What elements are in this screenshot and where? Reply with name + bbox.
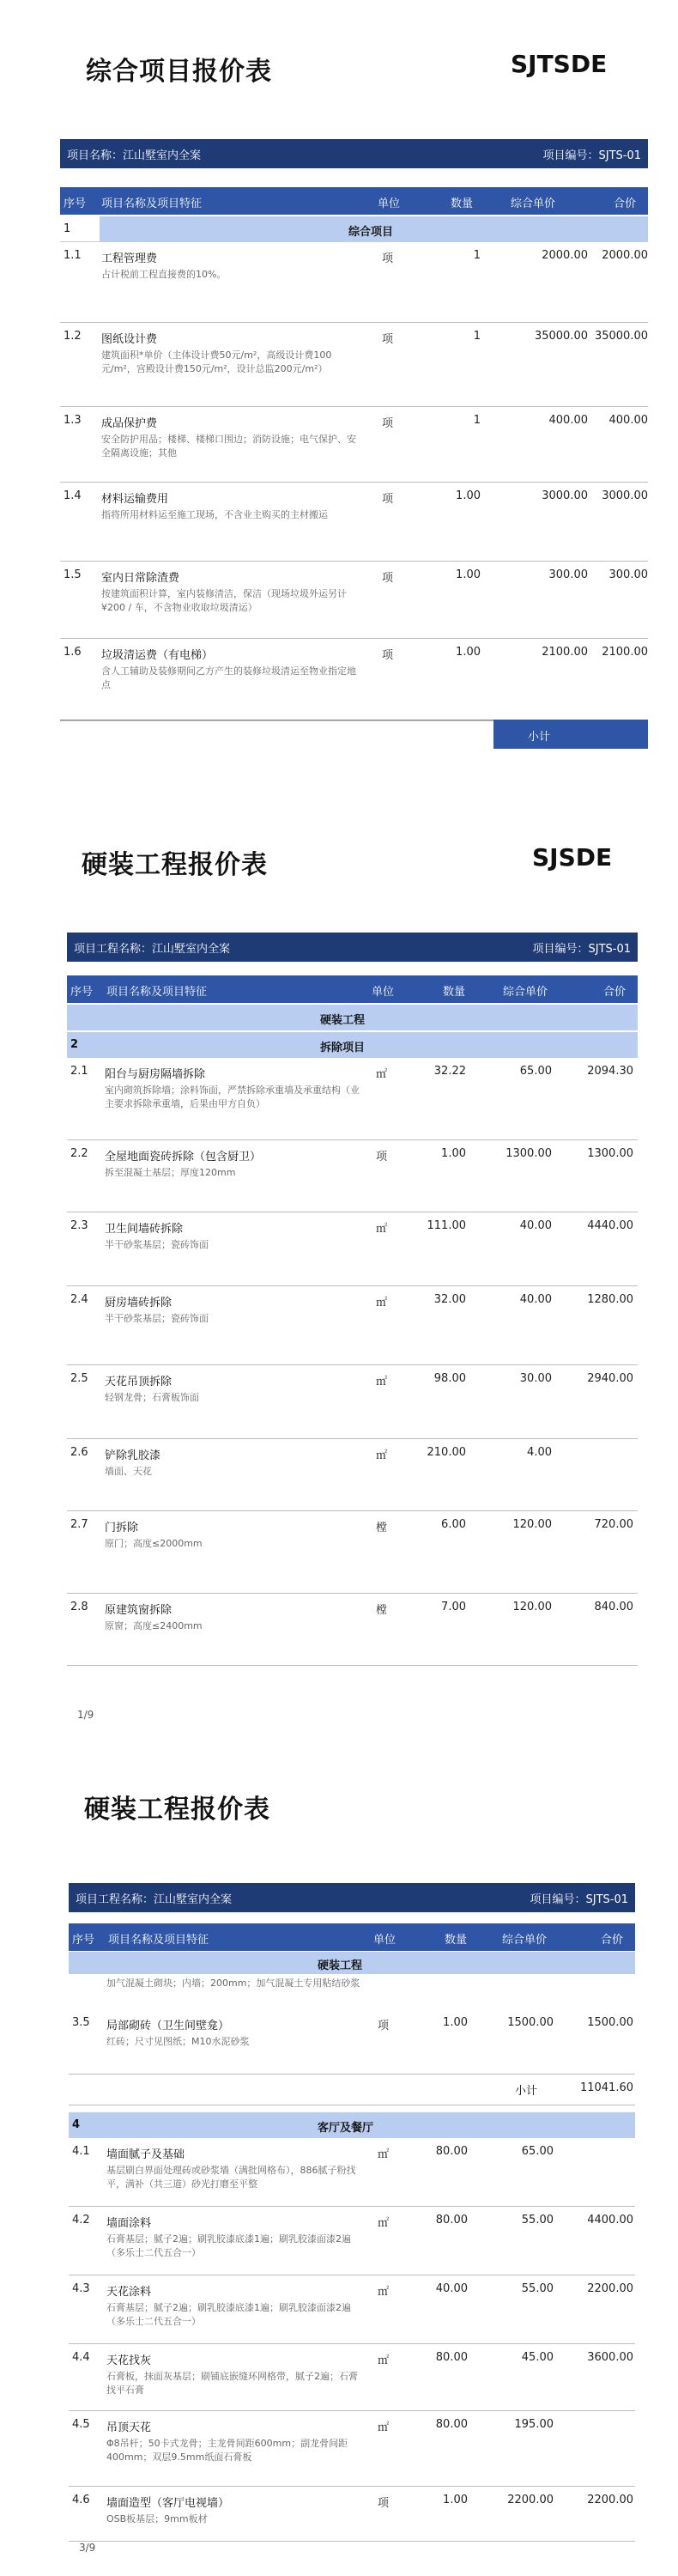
item-desc: 原门；高度≤2000mm xyxy=(105,1538,203,1549)
item-qty: 1.00 xyxy=(441,1147,466,1160)
item-name: 门拆除 xyxy=(105,1522,139,1534)
table-row xyxy=(69,2138,635,2207)
row-number: 2.1 xyxy=(70,1065,88,1078)
item-unit: 项 xyxy=(382,417,394,430)
project-name: 项目名称：江山墅室内全案 xyxy=(67,149,202,162)
item-total: 1280.00 xyxy=(587,1293,633,1306)
col-no: 序号 xyxy=(72,1934,95,1947)
item-qty: 80.00 xyxy=(435,2418,468,2431)
page-title: 硬装工程报价表 xyxy=(84,1795,270,1825)
col-price: 综合单价 xyxy=(502,1934,548,1947)
page-3 xyxy=(0,1786,678,2576)
item-name: 厨房墙砖拆除 xyxy=(105,1297,173,1309)
row-number: 1.6 xyxy=(64,646,82,659)
item-name: 垃圾清运费（有电梯） xyxy=(101,649,214,662)
item-desc: 按建筑面积计算，室内装修清洁，保洁（现场垃圾外运另计¥200 / 车，不含物业收取垃圾清运） xyxy=(101,588,347,613)
row-number: 2.2 xyxy=(70,1147,88,1160)
row-number: 4.4 xyxy=(72,2351,90,2364)
item-desc: Φ8吊杆；50卡式龙骨；主龙骨间距600mm；副龙骨间距400mm；双层9.5mm纸面石膏板 xyxy=(106,2438,348,2463)
item-name: 墙面造型（客厅电视墙） xyxy=(106,2497,230,2510)
item-total: 2094.30 xyxy=(587,1065,633,1078)
project-bar xyxy=(67,933,638,962)
item-total: 4440.00 xyxy=(587,1219,633,1232)
col-no: 序号 xyxy=(64,197,87,210)
row-number: 4.2 xyxy=(72,2214,90,2227)
table-row xyxy=(69,2344,635,2411)
section-band: 硬装工程 xyxy=(69,1952,635,1974)
item-qty: 210.00 xyxy=(427,1446,466,1459)
subtotal-row xyxy=(69,2075,635,2105)
item-unit: ㎡ xyxy=(378,2217,390,2230)
item-desc: 安全防护用品；楼梯、楼梯口围边；消防设施；电气保护、安全隔离设施；其他 xyxy=(101,434,356,459)
item-price: 40.00 xyxy=(519,1219,552,1232)
item-qty: 80.00 xyxy=(435,2145,468,2158)
item-desc: 墙面、天花 xyxy=(105,1466,152,1477)
row-number: 1.4 xyxy=(64,489,82,502)
project-number: 项目编号：SJTS-01 xyxy=(542,149,641,162)
project-name: 项目工程名称：江山墅室内全案 xyxy=(74,942,231,956)
item-qty: 6.00 xyxy=(441,1518,466,1531)
item-total: 3000.00 xyxy=(602,489,648,502)
table-row xyxy=(69,2487,635,2542)
item-unit: 樘 xyxy=(376,1522,388,1534)
item-unit: 项 xyxy=(382,493,394,506)
section-band-label: 综合项目 xyxy=(100,216,648,242)
col-unit: 单位 xyxy=(373,1934,397,1947)
item-price: 3000.00 xyxy=(542,489,588,502)
item-total: 2100.00 xyxy=(602,646,648,659)
table-row xyxy=(60,562,648,639)
item-desc: 基层刷白界面处理砖或砂浆墙（满批网格布），886腻子粉找平，满补（共三道）砂光打磨至平整 xyxy=(106,2165,356,2190)
table-row xyxy=(67,1058,638,1140)
item-price: 4.00 xyxy=(527,1446,552,1459)
row-number: 1.1 xyxy=(64,249,82,262)
table-row xyxy=(67,1286,638,1365)
item-total: 2200.00 xyxy=(587,2494,633,2506)
item-price: 2200.00 xyxy=(507,2494,554,2506)
project-number: 项目编号：SJTS-01 xyxy=(530,1893,628,1906)
project-name: 项目工程名称：江山墅室内全案 xyxy=(76,1893,233,1906)
item-unit: ㎡ xyxy=(376,1223,388,1236)
item-total: 720.00 xyxy=(594,1518,633,1531)
page-number: 1/9 xyxy=(77,1709,94,1721)
subtotal-box xyxy=(493,720,648,749)
col-total: 合价 xyxy=(603,986,627,999)
table-row xyxy=(60,323,648,407)
item-unit: ㎡ xyxy=(378,2354,390,2367)
item-desc: 石膏基层；腻子2遍；刷乳胶漆底漆1遍；刷乳胶漆面漆2遍（多乐士二代五合一） xyxy=(106,2233,351,2258)
table-row xyxy=(67,1594,638,1666)
item-name: 吊顶天花 xyxy=(106,2421,152,2434)
item-desc: 半干砂浆基层；瓷砖饰面 xyxy=(105,1239,209,1250)
item-desc: 占计税前工程直接费的10%。 xyxy=(101,269,227,280)
col-no: 序号 xyxy=(70,986,94,999)
row-number: 1.2 xyxy=(64,330,82,343)
item-price: 65.00 xyxy=(521,2145,554,2158)
item-qty: 40.00 xyxy=(435,2282,468,2295)
section-band: 硬装工程 xyxy=(67,1005,638,1030)
item-price: 35000.00 xyxy=(534,330,588,343)
item-total: 1300.00 xyxy=(587,1147,633,1160)
carry-over-desc: 加气混凝土砌块；内墙；200mm；加气混凝土专用粘结砂浆 xyxy=(106,1978,360,1989)
table-row xyxy=(67,1365,638,1439)
item-price: 65.00 xyxy=(519,1065,552,1078)
col-name: 项目名称及项目特征 xyxy=(106,986,208,999)
col-name: 项目名称及项目特征 xyxy=(101,197,203,210)
item-qty: 1.00 xyxy=(456,568,481,581)
item-name: 阳台与厨房隔墙拆除 xyxy=(105,1068,206,1081)
item-unit: 项 xyxy=(382,649,394,662)
project-bar xyxy=(60,139,648,168)
subtotal-label: 小计 xyxy=(528,731,551,744)
item-total: 2000.00 xyxy=(602,249,648,262)
col-price: 综合单价 xyxy=(511,197,556,210)
item-price: 2000.00 xyxy=(542,249,588,262)
table-row xyxy=(60,242,648,323)
item-name: 图纸设计费 xyxy=(101,333,158,346)
item-unit: 项 xyxy=(382,333,394,346)
item-price: 45.00 xyxy=(521,2351,554,2364)
item-qty: 80.00 xyxy=(435,2351,468,2364)
item-name: 全屋地面瓷砖拆除（包含厨卫） xyxy=(105,1151,262,1163)
item-desc: 半干砂浆基层；瓷砖饰面 xyxy=(105,1313,209,1324)
item-name: 材料运输费用 xyxy=(101,493,169,506)
row-number: 2.8 xyxy=(70,1601,88,1613)
item-total: 2200.00 xyxy=(587,2282,633,2295)
page-number: 3/9 xyxy=(79,2542,96,2554)
item-unit: 樘 xyxy=(376,1604,388,1617)
band-no: 1 xyxy=(64,222,71,235)
row-number: 4.1 xyxy=(72,2145,90,2158)
item-qty: 32.22 xyxy=(433,1065,466,1078)
item-name: 天花找灰 xyxy=(106,2354,152,2367)
item-name: 成品保护费 xyxy=(101,417,158,430)
item-unit: ㎡ xyxy=(376,1297,388,1309)
col-unit: 单位 xyxy=(378,197,401,210)
table-row xyxy=(67,1439,638,1511)
item-desc: 建筑面积*单价（主体设计费50元/m²，高级设计费100元/m²，宫殿设计费150元/m²，设计总监200元/m²） xyxy=(101,349,332,374)
item-qty: 1.00 xyxy=(456,646,481,659)
table-row xyxy=(60,639,648,721)
item-qty: 7.00 xyxy=(441,1601,466,1613)
item-unit: 项 xyxy=(382,572,394,585)
col-qty: 数量 xyxy=(451,197,474,210)
item-name: 铲除乳胶漆 xyxy=(105,1449,161,1462)
col-qty: 数量 xyxy=(443,986,466,999)
col-name: 项目名称及项目特征 xyxy=(108,1934,209,1947)
table-row xyxy=(67,1212,638,1286)
item-name: 原建筑窗拆除 xyxy=(105,1604,173,1617)
project-number: 项目编号：SJTS-01 xyxy=(532,942,631,956)
subtotal-value: 11041.60 xyxy=(579,2081,633,2094)
item-total: 4400.00 xyxy=(587,2214,633,2227)
table-header xyxy=(69,1923,635,1951)
item-price: 30.00 xyxy=(519,1372,552,1385)
table-row xyxy=(60,407,648,483)
item-total: 400.00 xyxy=(608,414,648,427)
item-price: 120.00 xyxy=(512,1601,552,1613)
row-number: 2.3 xyxy=(70,1219,88,1232)
item-total: 35000.00 xyxy=(594,330,648,343)
item-desc: 含人工辅助及装修期间乙方产生的装修垃圾清运至物业指定地点 xyxy=(101,665,356,690)
item-name: 天花吊顶拆除 xyxy=(105,1376,173,1388)
project-bar xyxy=(69,1883,635,1912)
item-price: 2100.00 xyxy=(542,646,588,659)
page-1 xyxy=(0,0,678,773)
row-number: 2.4 xyxy=(70,1293,88,1306)
table-row: 3.5 局部砌砖（卫生间壁龛） 红砖；尺寸见图纸；M10水泥砂浆 项 1.00 1500.00 1500.00 xyxy=(69,2009,635,2075)
item-unit: ㎡ xyxy=(376,1449,388,1462)
item-desc: 石膏基层；腻子2遍；刷乳胶漆底漆1遍；刷乳胶漆面漆2遍（多乐士二代五合一） xyxy=(106,2302,351,2327)
item-price: 1300.00 xyxy=(505,1147,552,1160)
row-number: 4.6 xyxy=(72,2494,90,2506)
item-price: 40.00 xyxy=(519,1293,552,1306)
table-row xyxy=(67,1140,638,1212)
item-qty: 1 xyxy=(473,330,481,343)
sub-band: 4 客厅及餐厅 xyxy=(69,2112,635,2138)
item-price: 120.00 xyxy=(512,1518,552,1531)
page-title: 综合项目报价表 xyxy=(86,57,272,87)
row-number: 2.5 xyxy=(70,1372,88,1385)
item-unit: 项 xyxy=(382,252,394,265)
item-name: 天花涂料 xyxy=(106,2286,152,2299)
subtotal-label: 小计 xyxy=(515,2085,538,2098)
item-price: 300.00 xyxy=(548,568,588,581)
table-row xyxy=(69,2275,635,2344)
item-qty: 32.00 xyxy=(433,1293,466,1306)
row-number: 1.3 xyxy=(64,414,82,427)
item-name: 墙面腻子及基础 xyxy=(106,2148,185,2161)
item-qty: 1.00 xyxy=(456,489,481,502)
table-header xyxy=(60,187,648,215)
col-unit: 单位 xyxy=(372,986,395,999)
item-unit: ㎡ xyxy=(378,2286,390,2299)
table-header xyxy=(67,975,638,1003)
item-desc: 室内砌筑拆除墙；涂料饰面，严禁拆除承重墙及承重结构（业主要求拆除承重墙，后果由甲方自负） xyxy=(105,1084,360,1109)
item-desc: 指将所用材料运至施工现场，不含业主购买的主材搬运 xyxy=(101,509,328,520)
item-total: 3600.00 xyxy=(587,2351,633,2364)
col-total: 合价 xyxy=(614,197,637,210)
row-number: 4.3 xyxy=(72,2282,90,2295)
item-unit: ㎡ xyxy=(376,1068,388,1081)
brand-logo-text: SJTSDE xyxy=(511,50,608,78)
row-number: 1.5 xyxy=(64,568,82,581)
table-row xyxy=(60,483,648,562)
table-row xyxy=(69,2411,635,2487)
item-unit: ㎡ xyxy=(378,2148,390,2161)
item-unit: 项 xyxy=(378,2497,390,2510)
item-name: 墙面涂料 xyxy=(106,2217,152,2230)
row-number: 4.5 xyxy=(72,2418,90,2431)
item-total: 2940.00 xyxy=(587,1372,633,1385)
item-total: 840.00 xyxy=(594,1601,633,1613)
item-desc: 石膏板，抹面灰基层；刷铺底嵌缝环网格带，腻子2遍；石膏找平石膏 xyxy=(106,2371,358,2396)
item-qty: 111.00 xyxy=(427,1219,466,1232)
table-row xyxy=(69,2207,635,2275)
page-title: 硬装工程报价表 xyxy=(82,850,268,880)
item-desc: 轻钢龙骨；石膏板饰面 xyxy=(105,1392,199,1403)
item-total: 300.00 xyxy=(608,568,648,581)
item-price: 55.00 xyxy=(521,2282,554,2295)
item-qty: 1.00 xyxy=(443,2494,468,2506)
item-name: 工程管理费 xyxy=(101,252,158,265)
item-name: 室内日常除渣费 xyxy=(101,572,180,585)
item-price: 400.00 xyxy=(548,414,588,427)
item-qty: 1 xyxy=(473,249,481,262)
band-no: 4 xyxy=(72,2118,81,2131)
sub-band: 2 拆除项目 xyxy=(67,1032,638,1058)
item-qty: 80.00 xyxy=(435,2214,468,2227)
item-unit: ㎡ xyxy=(376,1376,388,1388)
page-2 xyxy=(0,824,678,1721)
col-price: 综合单价 xyxy=(503,986,548,999)
item-name: 卫生间墙砖拆除 xyxy=(105,1223,184,1236)
col-total: 合价 xyxy=(601,1934,624,1947)
band-no: 2 xyxy=(70,1038,79,1051)
item-unit: 项 xyxy=(376,1151,388,1163)
row-number: 2.7 xyxy=(70,1518,88,1531)
item-desc: 原窗；高度≤2400mm xyxy=(105,1620,203,1631)
table-row xyxy=(67,1511,638,1594)
item-qty: 1 xyxy=(473,414,481,427)
item-desc: OSB板基层；9mm板材 xyxy=(106,2513,208,2524)
item-qty: 98.00 xyxy=(433,1372,466,1385)
item-price: 55.00 xyxy=(521,2214,554,2227)
row-number: 2.6 xyxy=(70,1446,88,1459)
item-unit: ㎡ xyxy=(378,2421,390,2434)
brand-logo-text: SJSDE xyxy=(532,843,613,872)
item-price: 195.00 xyxy=(514,2418,554,2431)
item-desc: 拆至混凝土基层；厚度120mm xyxy=(105,1167,236,1178)
col-qty: 数量 xyxy=(445,1934,468,1947)
